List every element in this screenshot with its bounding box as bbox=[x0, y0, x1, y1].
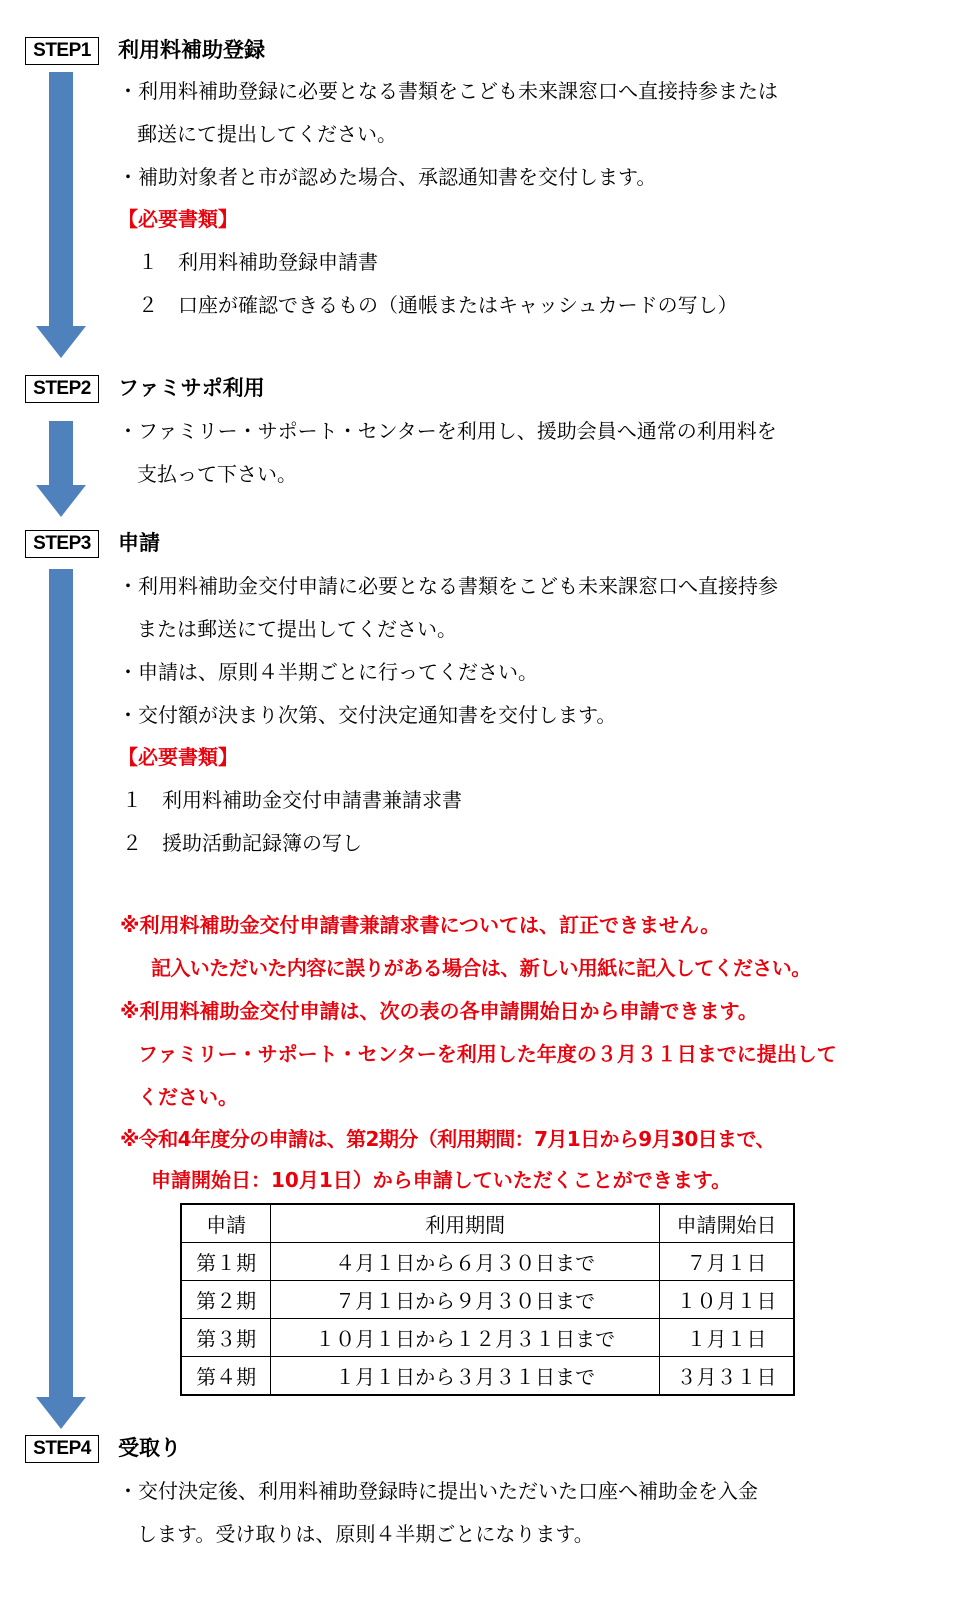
step3-title: 申請 bbox=[118, 531, 160, 555]
step3-arrow bbox=[36, 569, 86, 1429]
step2-line-1: ・ファミリー・サポート・センターを利用し、援助会員へ通常の利用料を bbox=[118, 419, 777, 443]
step4-line-1: ・交付決定後、利用料補助登録時に提出いただいた口座へ補助金を入金 bbox=[118, 1479, 758, 1503]
step4-label: STEP4 bbox=[25, 1435, 99, 1463]
table-cell: 第１期 bbox=[181, 1243, 271, 1281]
table-cell: １月１日 bbox=[659, 1319, 794, 1357]
table-cell: 第３期 bbox=[181, 1319, 271, 1357]
step3-line-1: ・利用料補助金交付申請に必要となる書類をこども未来課窓口へ直接持参 bbox=[118, 574, 778, 598]
step2-line-2: 支払って下さい。 bbox=[137, 462, 297, 486]
step3-line-2: または郵送にて提出してください。 bbox=[137, 617, 457, 641]
table-row bbox=[181, 1281, 794, 1319]
table-cell: ３月３１日 bbox=[659, 1357, 794, 1396]
step1-label: STEP1 bbox=[25, 37, 99, 65]
step3-required-item-1: １ 利用料補助金交付申請書兼請求書 bbox=[122, 788, 462, 812]
table-cell: ４月１日から６月３０日まで bbox=[271, 1243, 660, 1281]
table-header-cell: 利用期間 bbox=[271, 1204, 660, 1243]
step1-line-2: 郵送にて提出してください。 bbox=[137, 122, 397, 146]
step1-line-1: ・利用料補助登録に必要となる書類をこども未来課窓口へ直接持参または bbox=[118, 79, 778, 103]
step1-required-item-2: ２ 口座が確認できるもの（通帳またはキャッシュカードの写し） bbox=[138, 293, 738, 317]
step3-note-7: 申請開始日：10月1日）から申請していただくことができます。 bbox=[151, 1168, 732, 1192]
step1-title: 利用料補助登録 bbox=[118, 38, 265, 62]
step4-title: 受取り bbox=[118, 1436, 181, 1460]
table-cell: 第２期 bbox=[181, 1281, 271, 1319]
step3-note-1: ※利用料補助金交付申請書兼請求書については、訂正できません。 bbox=[120, 913, 721, 937]
step3-label: STEP3 bbox=[25, 530, 99, 558]
table-row bbox=[181, 1319, 794, 1357]
step3-line-4: ・交付額が決まり次第、交付決定通知書を交付します。 bbox=[118, 703, 617, 727]
step3-line-3: ・申請は、原則４半期ごとに行ってください。 bbox=[118, 660, 538, 684]
application-period-table bbox=[180, 1203, 795, 1396]
table-header-row bbox=[181, 1204, 794, 1243]
step3-required-item-2: ２ 援助活動記録簿の写し bbox=[122, 831, 362, 855]
step1-required-item-1: １ 利用料補助登録申請書 bbox=[138, 250, 378, 274]
step3-note-3: ※利用料補助金交付申請は、次の表の各申請開始日から申請できます。 bbox=[120, 999, 758, 1023]
table-cell: 第４期 bbox=[181, 1357, 271, 1396]
table-cell: １０月１日から１２月３１日まで bbox=[271, 1319, 660, 1357]
table-header-cell: 申請 bbox=[181, 1204, 271, 1243]
table-cell: １月１日から３月３１日まで bbox=[271, 1357, 660, 1396]
step3-note-6: ※令和4年度分の申請は、第2期分（利用期間：7月1日から9月30日まで、 bbox=[120, 1127, 775, 1151]
step1-line-3: ・補助対象者と市が認めた場合、承認通知書を交付します。 bbox=[118, 165, 657, 189]
table-row bbox=[181, 1243, 794, 1281]
step3-required-heading: 【必要書類】 bbox=[118, 745, 238, 769]
step1-arrow bbox=[36, 72, 86, 358]
step1-required-heading: 【必要書類】 bbox=[118, 207, 238, 231]
step2-title: ファミサポ利用 bbox=[118, 376, 265, 400]
step2-label: STEP2 bbox=[25, 375, 99, 403]
table-cell: １０月１日 bbox=[659, 1281, 794, 1319]
step4-line-2: します。受け取りは、原則４半期ごとになります。 bbox=[137, 1522, 594, 1546]
table-row bbox=[181, 1357, 794, 1396]
step3-note-5: ください。 bbox=[138, 1085, 238, 1109]
step3-note-2: 記入いただいた内容に誤りがある場合は、新しい用紙に記入してください。 bbox=[151, 956, 811, 980]
table-header-cell: 申請開始日 bbox=[659, 1204, 794, 1243]
table-cell: ７月１日から９月３０日まで bbox=[271, 1281, 660, 1319]
step2-arrow bbox=[36, 421, 86, 517]
step3-note-4: ファミリー・サポート・センターを利用した年度の３月３１日までに提出して bbox=[138, 1042, 837, 1066]
table-cell: ７月１日 bbox=[659, 1243, 794, 1281]
